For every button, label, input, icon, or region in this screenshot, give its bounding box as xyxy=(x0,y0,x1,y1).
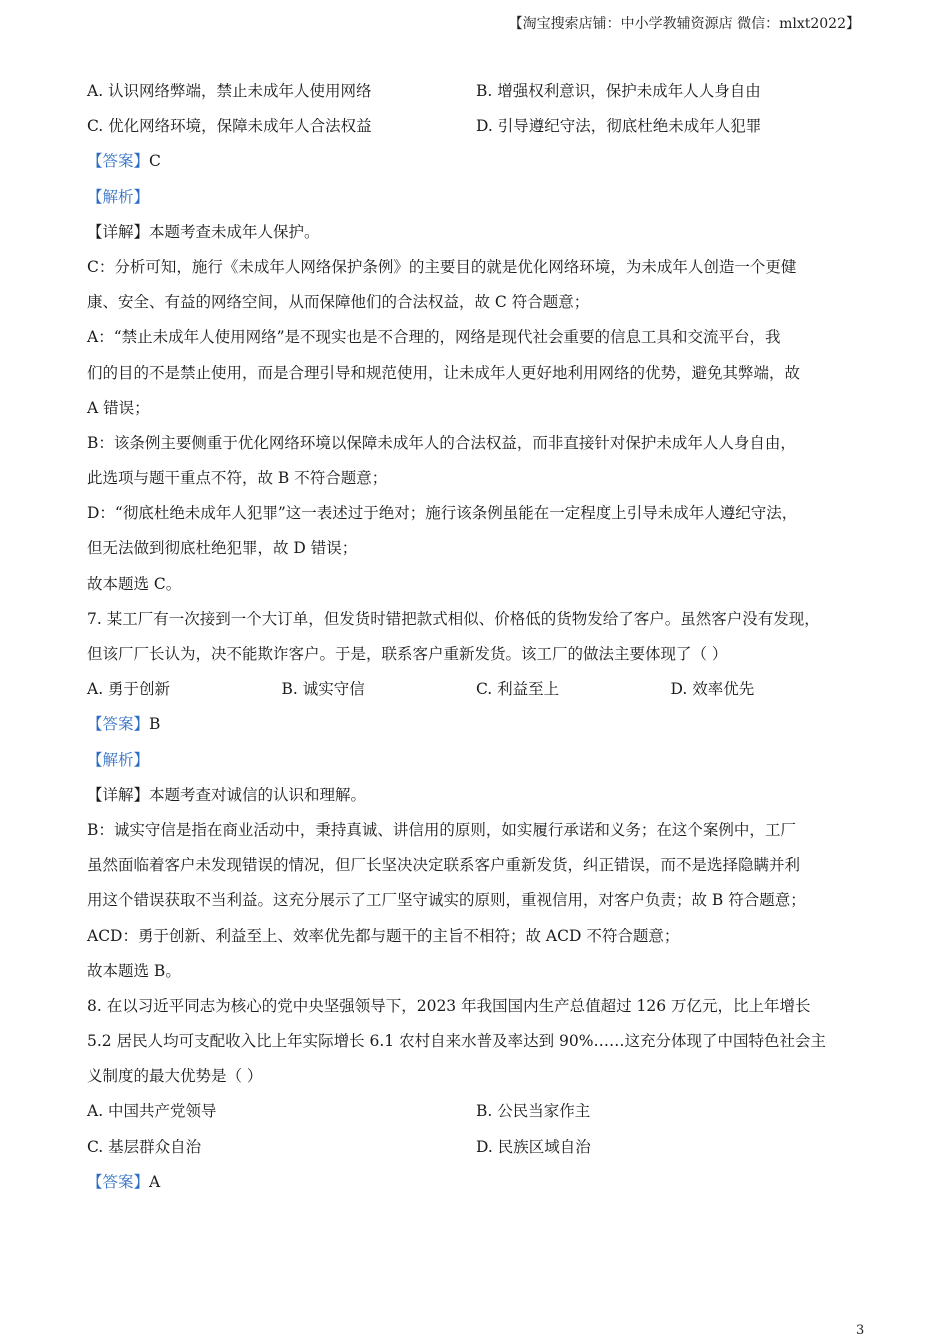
q6-explanation-line: 康、安全、有益的网络空间，从而保障他们的合法权益，故 C 符合题意； xyxy=(87,293,590,312)
q6-explanation-line: 们的目的不是禁止使用，而是合理引导和规范使用，让未成年人更好地利用网络的优势，避免其弊端，故 xyxy=(87,363,801,382)
q6-analysis xyxy=(87,180,867,215)
q7-stem-line: 7. 某工厂有一次接到一个大订单，但发货时错把款式相似、价格低的货物发给了客户。虽然客户没有发现， xyxy=(87,609,820,628)
q6-explanation-line: C：分析可知，施行《未成年人网络保护条例》的主要目的就是优化网络环境，为未成年人创造一个更健 xyxy=(87,257,797,276)
q8-option-c: C. 基层群众自治 xyxy=(87,1137,202,1156)
answer-tag: 【答案】 xyxy=(87,152,150,171)
q6-option-c: C. 优化网络环境，保障未成年人合法权益 xyxy=(87,117,372,136)
page-number: 3 xyxy=(856,1323,865,1338)
q7-option-c: C. 利益至上 xyxy=(476,680,560,699)
detail-tag: 【详解】 xyxy=(87,222,150,241)
q6-explanation-line: 但无法做到彻底杜绝犯罪，故 D 错误； xyxy=(87,539,358,558)
q6-answer xyxy=(87,144,867,179)
analysis-tag: 【解析】 xyxy=(87,750,150,769)
detail-text: 本题考查对诚信的认识和理解。 xyxy=(149,785,367,804)
q7-options xyxy=(87,672,867,707)
q8-options-row-2 xyxy=(87,1130,867,1165)
q6-explanation-line: A：“禁止未成年人使用网络”是不现实也是不合理的，网络是现代社会重要的信息工具和交流平台，我 xyxy=(87,328,781,347)
page-header: 【淘宝搜索店铺：中小学教辅资源店 微信：mlxt2022】 xyxy=(508,16,860,32)
q7-analysis xyxy=(87,743,867,778)
q8-option-b: B. 公民当家作主 xyxy=(476,1102,591,1121)
q7-option-d: D. 效率优先 xyxy=(670,680,755,699)
q6-option-a: A. 认识网络弊端，禁止未成年人使用网络 xyxy=(87,82,372,100)
q7-detail xyxy=(87,778,867,813)
q7-stem-line: 但该厂厂长认为，决不能欺诈客户。于是，联系客户重新发货。该工厂的做法主要体现了（ ） xyxy=(87,645,728,663)
q7-option-b: B. 诚实守信 xyxy=(281,680,365,699)
answer-tag: 【答案】 xyxy=(87,1172,150,1191)
q7-option-a: A. 勇于创新 xyxy=(87,680,171,699)
q6-explanation-line: B：该条例主要侧重于优化网络环境以保障未成年人的合法权益，而非直接针对保护未成年人人身自由， xyxy=(87,433,796,452)
q6-options-row-2 xyxy=(87,109,867,144)
q6-conclusion: 故本题选 C。 xyxy=(87,574,182,593)
q8-option-d: D. 民族区域自治 xyxy=(476,1137,591,1156)
q6-option-d: D. 引导遵纪守法，彻底杜绝未成年人犯罪 xyxy=(476,117,762,136)
detail-text: 本题考查未成年人保护。 xyxy=(149,222,320,241)
analysis-tag: 【解析】 xyxy=(87,187,150,206)
document-body xyxy=(87,74,867,1200)
answer-tag: 【答案】 xyxy=(87,715,150,734)
q6-explanation-line: 此选项与题干重点不符，故 B 不符合题意； xyxy=(87,469,388,488)
q8-stem-line: 义制度的最大优势是（ ） xyxy=(87,1067,263,1086)
q7-explanation-line: ACD：勇于创新、利益至上、效率优先都与题干的主旨不相符；故 ACD 不符合题意； xyxy=(87,926,680,945)
q7-explanation-line: 用这个错误获取不当利益。这充分展示了工厂坚守诚实的原则，重视信用，对客户负责；故 B 符合题意； xyxy=(87,891,806,910)
answer-value: C xyxy=(149,152,161,171)
q7-answer xyxy=(87,707,867,742)
q8-option-a: A. 中国共产党领导 xyxy=(87,1102,217,1121)
q6-detail xyxy=(87,215,867,250)
q6-option-b: B. 增强权利意识，保护未成年人人身自由 xyxy=(476,82,761,100)
q6-explanation-line: A 错误； xyxy=(87,398,150,417)
q8-options-row-1 xyxy=(87,1094,867,1129)
q7-explanation-line: 虽然面临着客户未发现错误的情况，但厂长坚决决定联系客户重新发货，纠正错误，而不是选择隐瞒并利 xyxy=(87,856,801,875)
q8-answer xyxy=(87,1165,867,1200)
detail-tag: 【详解】 xyxy=(87,785,150,804)
q8-stem-line: 8. 在以习近平同志为核心的党中央坚强领导下，2023 年我国国内生产总值超过 126 万亿元，比上年增长 xyxy=(87,996,811,1015)
q7-explanation-line: B：诚实守信是指在商业活动中，秉持真诚、讲信用的原则，如实履行承诺和义务；在这个案例中，工厂 xyxy=(87,820,796,839)
q6-explanation-line: D：“彻底杜绝未成年人犯罪”这一表述过于绝对；施行该条例虽能在一定程度上引导未成年人遵纪守法， xyxy=(87,504,798,523)
answer-value: B xyxy=(149,715,161,734)
answer-value: A xyxy=(149,1172,161,1191)
q8-stem-line: 5.2 居民人均可支配收入比上年实际增长 6.1 农村自来水普及率达到 90%……这充分体现了中国特色社会主 xyxy=(87,1032,826,1051)
q6-options-row-1 xyxy=(87,74,867,109)
q7-conclusion: 故本题选 B。 xyxy=(87,961,181,980)
